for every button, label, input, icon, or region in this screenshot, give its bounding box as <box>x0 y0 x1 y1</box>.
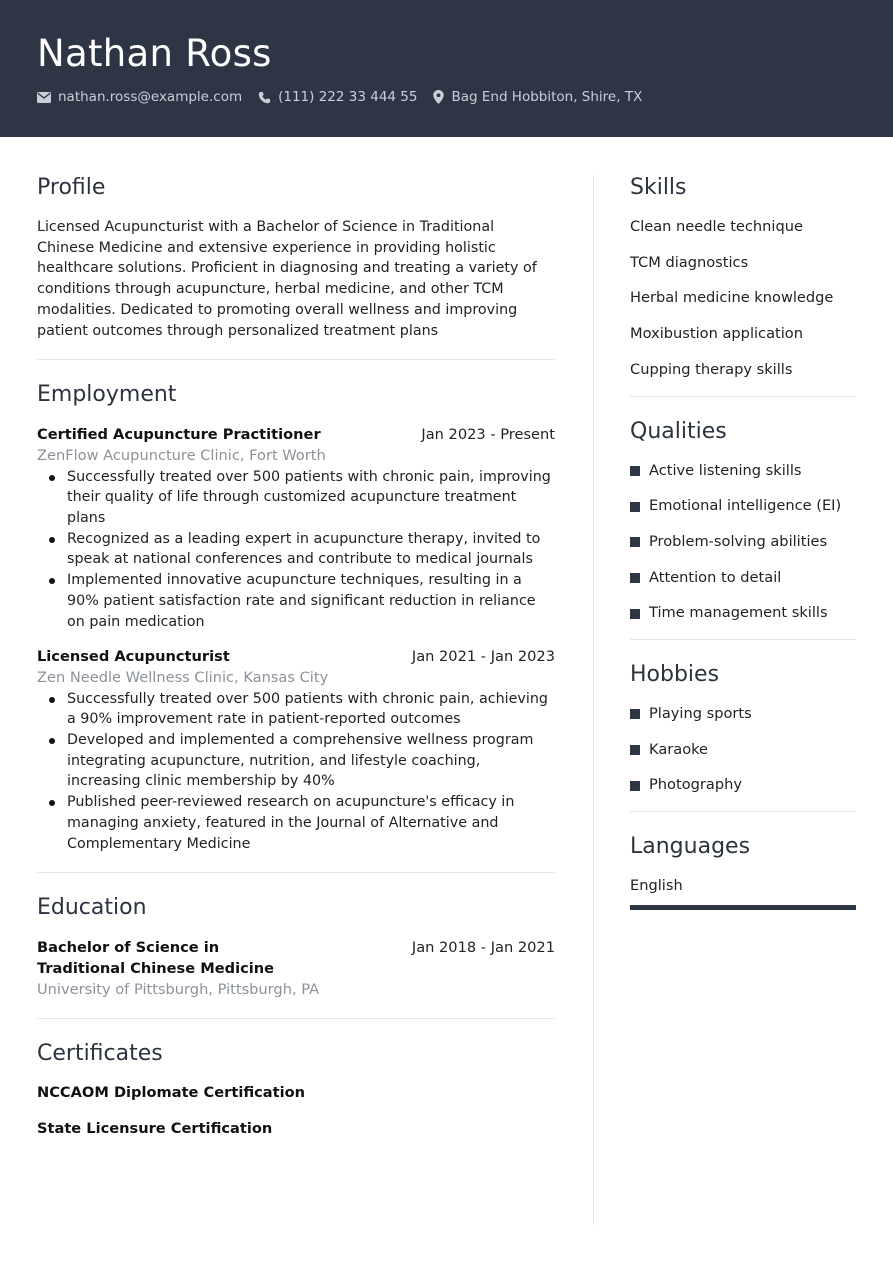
profile-text: Licensed Acupuncturist with a Bachelor of Science in Traditional Chinese Medicine and extensive experience in providing holistic healthcare solutions. Proficient in diagnosing and treating a variety of conditions through acupuncture, herbal medicine, and other TCM modalities. Dedicated to promoting overall wellness and improving patient outcomes through personalized treatment plans <box>37 219 537 339</box>
job-entry <box>37 647 555 854</box>
job-bullet: Published peer-reviewed research on acupuncture's efficacy in managing anxiety, featured in the Journal of Alternative and Complementary Medicine <box>37 792 555 854</box>
skill-item: Clean needle technique <box>630 218 803 235</box>
map-pin-icon <box>433 90 444 104</box>
education-entry <box>37 938 555 1000</box>
job-title: Certified Acupuncture Practitioner <box>37 426 321 444</box>
degree-title: Bachelor of Science in Traditional Chinese Medicine <box>37 939 275 977</box>
contact-email[interactable] <box>37 89 242 105</box>
phone-text: (111) 222 33 444 55 <box>278 89 418 105</box>
section-divider <box>37 359 555 360</box>
education-date: Jan 2018 - Jan 2021 <box>411 939 555 957</box>
candidate-name: Nathan Ross <box>37 32 272 75</box>
quality-item <box>630 496 856 517</box>
job-organization: Zen Needle Wellness Clinic, Kansas City <box>37 668 329 686</box>
job-header <box>37 425 555 446</box>
job-bullet: Implemented innovative acupuncture techniques, resulting in a 90% patient satisfaction rate and significant reduction in reliance on pain medication <box>37 570 555 632</box>
quality-text: Attention to detail <box>649 568 782 586</box>
profile-section <box>37 172 555 341</box>
qualities-section <box>630 416 856 625</box>
language-name: English <box>630 877 683 895</box>
email-text: nathan.ross@example.com <box>58 89 243 105</box>
phone-icon <box>258 91 271 104</box>
education-section <box>37 892 555 1000</box>
quality-item <box>630 568 856 589</box>
skill-item: Cupping therapy skills <box>630 360 793 378</box>
quality-item <box>630 532 856 553</box>
hobbies-section <box>630 659 856 796</box>
certificate-item: State Licensure Certification <box>37 1120 273 1138</box>
quality-text: Active listening skills <box>649 461 802 479</box>
section-divider <box>37 1018 555 1019</box>
job-title: Licensed Acupuncturist <box>37 648 230 666</box>
quality-item <box>630 603 856 624</box>
job-bullet: Recognized as a leading expert in acupuncture therapy, invited to speak at national conferences and contribute to medical journals <box>37 529 555 570</box>
section-divider <box>37 872 555 873</box>
contact-phone[interactable] <box>258 89 417 105</box>
section-title-education: Education <box>37 895 147 921</box>
job-bullet: Successfully treated over 500 patients with chronic pain, improving their quality of life through customized acupuncture treatment plans <box>37 467 555 529</box>
language-level-bar <box>630 905 856 910</box>
square-bullet-icon <box>630 537 640 547</box>
qualities-list <box>630 461 856 625</box>
job-bullets <box>37 467 555 633</box>
hobby-item <box>630 704 856 725</box>
section-title-qualities: Qualities <box>630 418 727 444</box>
skills-list <box>630 217 856 381</box>
section-divider <box>630 639 856 640</box>
section-title-hobbies: Hobbies <box>630 662 720 688</box>
job-entry <box>37 425 555 632</box>
envelope-icon <box>37 92 51 103</box>
square-bullet-icon <box>630 709 640 719</box>
quality-text: Problem-solving abilities <box>649 532 828 550</box>
quality-text: Emotional intelligence (EI) <box>649 497 842 515</box>
square-bullet-icon <box>630 609 640 619</box>
section-title-employment: Employment <box>37 382 177 408</box>
employment-section <box>37 379 555 854</box>
address-text: Bag End Hobbiton, Shire, TX <box>451 89 643 105</box>
hobby-item <box>630 775 856 796</box>
square-bullet-icon <box>630 745 640 755</box>
certificates-section <box>37 1038 555 1139</box>
hobby-text: Photography <box>649 776 742 794</box>
skill-item: TCM diagnostics <box>630 253 749 271</box>
quality-item <box>630 461 856 482</box>
main-column <box>37 172 555 1140</box>
skill-item: Herbal medicine knowledge <box>630 289 834 307</box>
resume-header <box>0 0 893 137</box>
school-name: University of Pittsburgh, Pittsburgh, PA <box>37 980 320 998</box>
hobbies-list <box>630 704 856 796</box>
job-date: Jan 2021 - Jan 2023 <box>411 648 555 666</box>
certificate-list <box>37 1083 555 1139</box>
certificate-item: NCCAOM Diplomate Certification <box>37 1084 306 1102</box>
square-bullet-icon <box>630 781 640 791</box>
section-title-profile: Profile <box>37 175 106 200</box>
contact-address <box>433 89 642 105</box>
quality-text: Time management skills <box>649 604 828 622</box>
job-header <box>37 647 555 668</box>
job-bullet: Successfully treated over 500 patients with chronic pain, achieving a 90% improvement rate in patient-reported outcomes <box>37 689 555 730</box>
contact-info <box>37 89 658 105</box>
job-date: Jan 2023 - Present <box>421 426 555 444</box>
job-bullets <box>37 689 555 855</box>
section-title-languages: Languages <box>630 834 751 860</box>
languages-section <box>630 831 856 910</box>
section-divider <box>630 811 856 812</box>
job-bullet: Developed and implemented a comprehensive wellness program integrating acupuncture, nutrition, and lifestyle coaching, increasing clinic membership by 40% <box>37 730 555 792</box>
square-bullet-icon <box>630 573 640 583</box>
square-bullet-icon <box>630 502 640 512</box>
section-title-skills: Skills <box>630 175 687 200</box>
section-title-certificates: Certificates <box>37 1041 163 1067</box>
job-organization: ZenFlow Acupuncture Clinic, Fort Worth <box>37 446 326 464</box>
education-header <box>37 938 555 979</box>
skills-section <box>630 172 856 381</box>
square-bullet-icon <box>630 466 640 476</box>
hobby-text: Karaoke <box>649 740 709 758</box>
section-divider <box>630 396 856 397</box>
column-divider <box>593 175 594 1225</box>
sidebar-column <box>630 172 856 910</box>
skill-item: Moxibustion application <box>630 325 803 343</box>
hobby-item <box>630 740 856 761</box>
language-level-fill <box>630 905 856 910</box>
hobby-text: Playing sports <box>649 705 752 723</box>
